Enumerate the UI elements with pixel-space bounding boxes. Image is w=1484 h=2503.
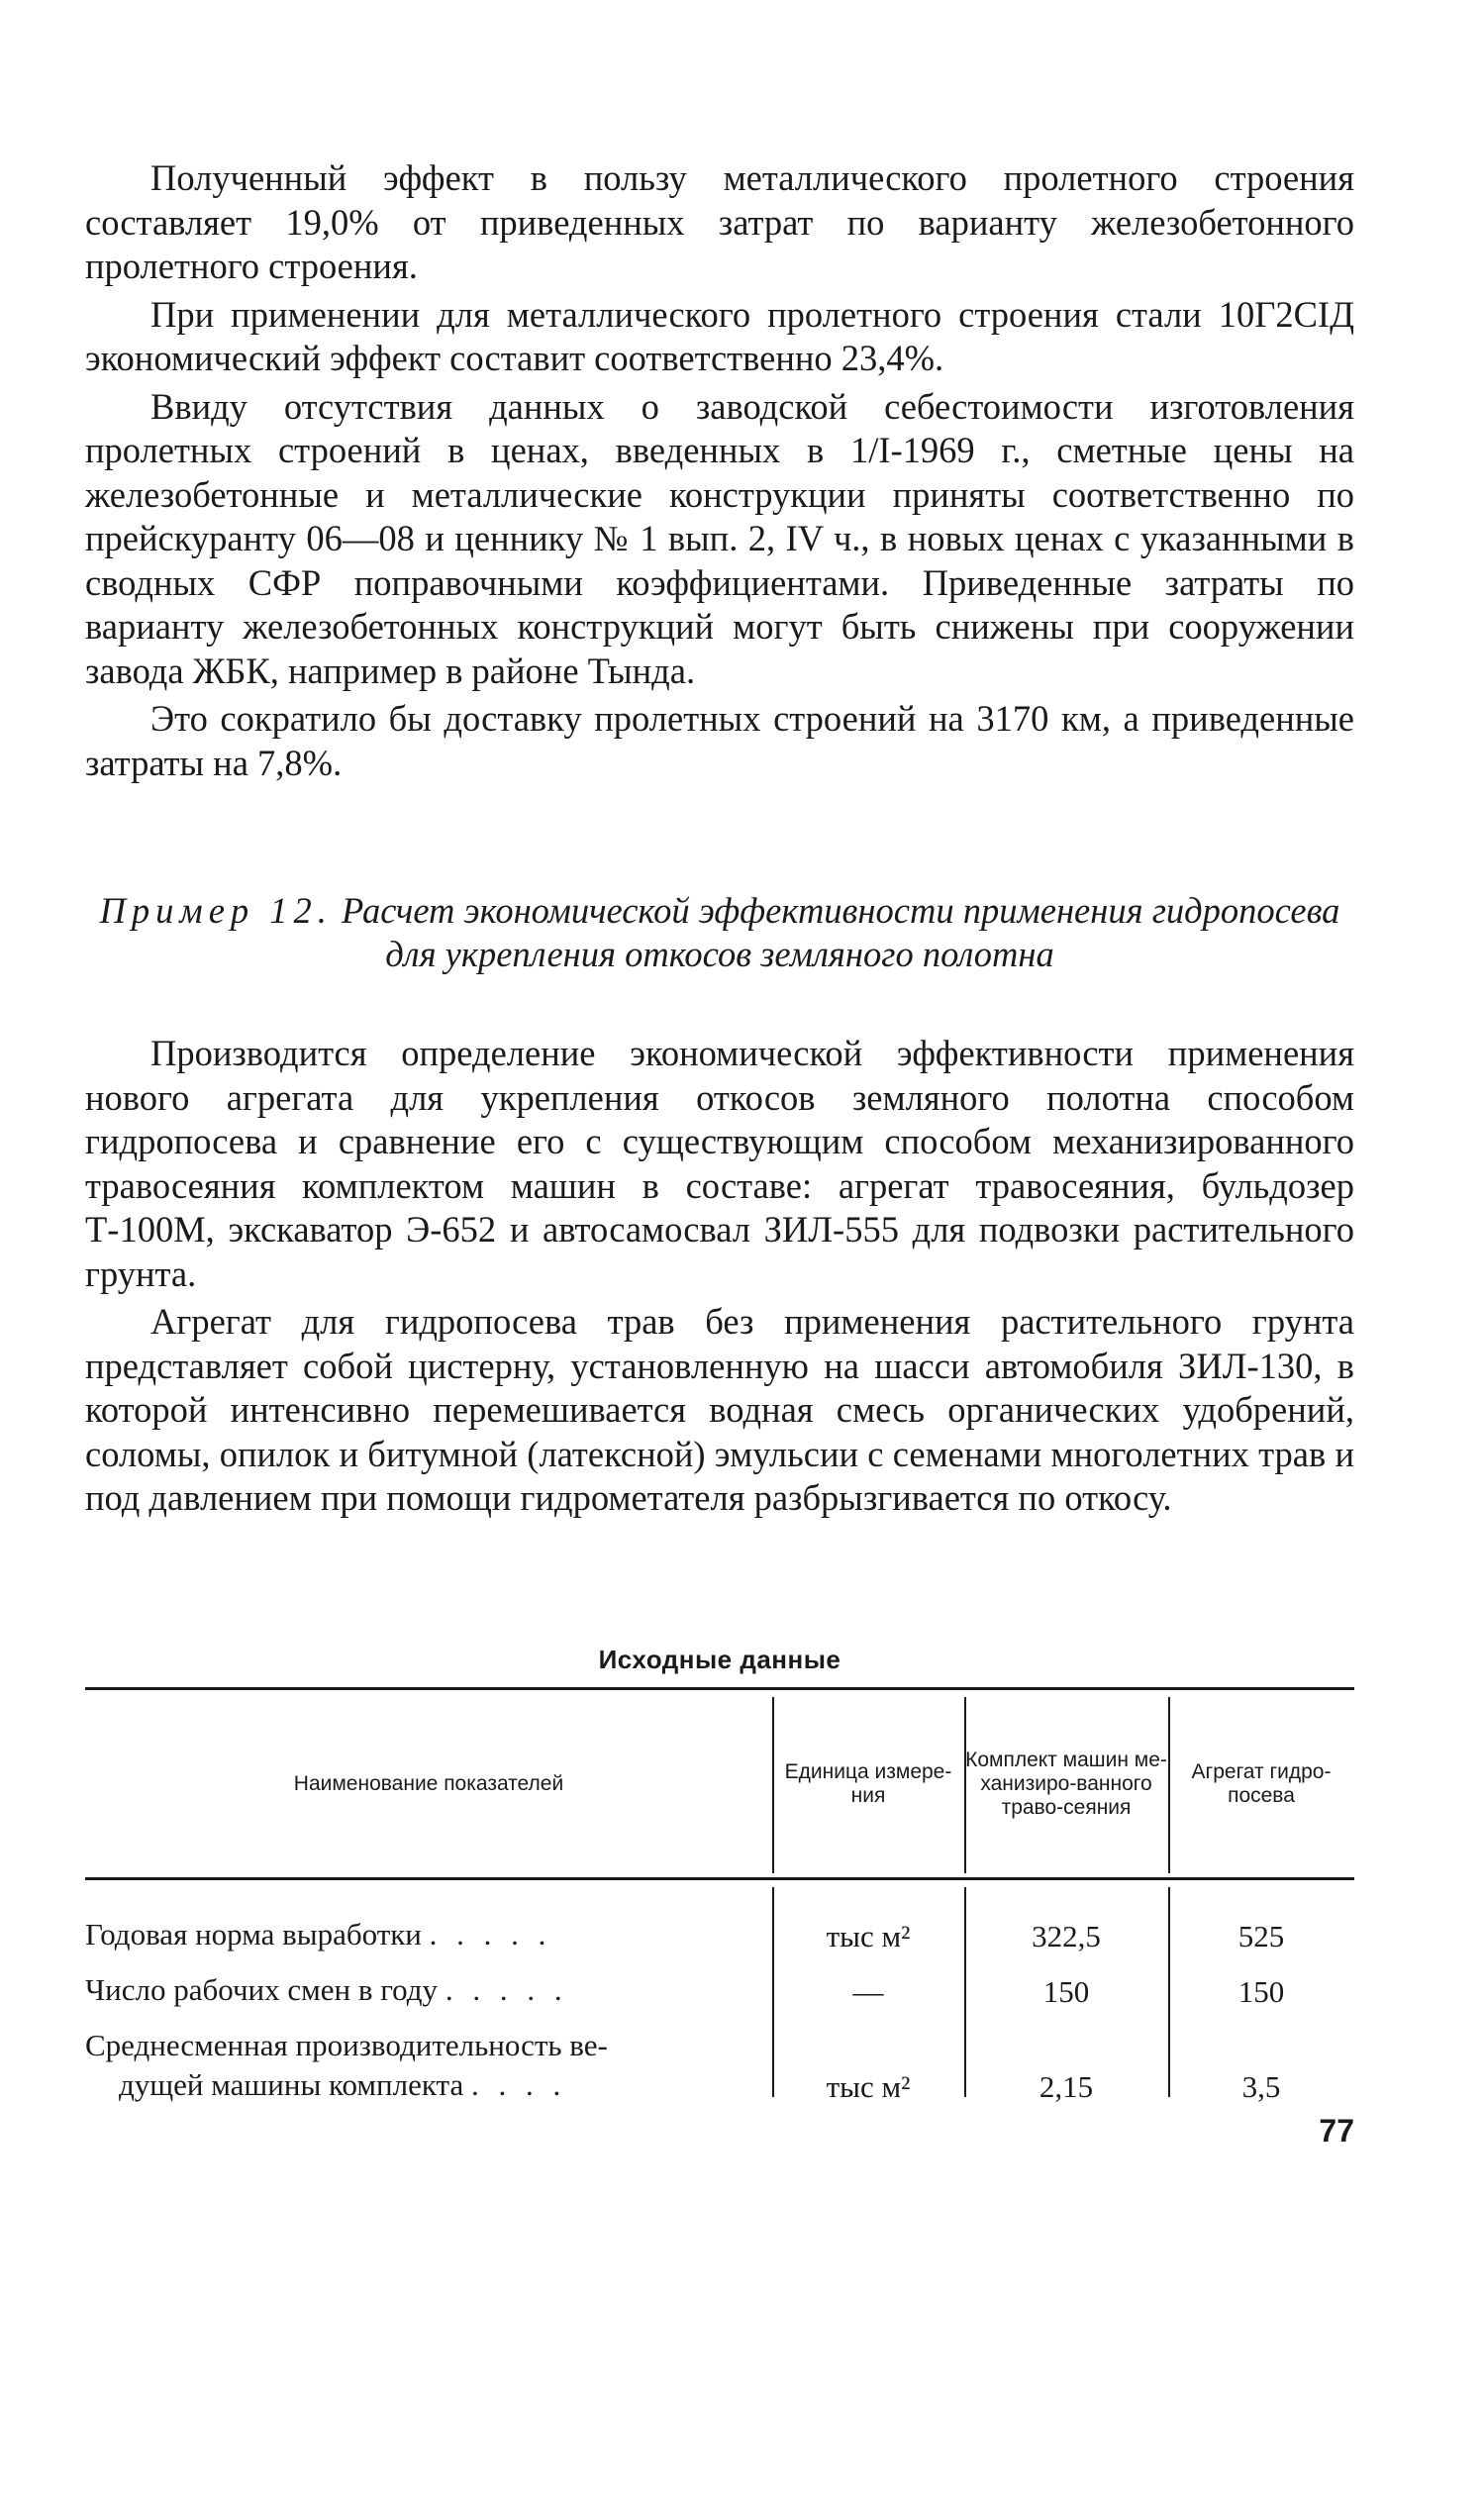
row-name: Годовая норма выработки . . . . . (85, 1917, 552, 1952)
paragraph: Полученный эффект в пользу металлического пролетного строения составляет 19,0% от приведенных затрат по варианту железобетонного пролетного строения. (85, 157, 1354, 286)
row-unit: — (852, 1974, 884, 2009)
table-row (85, 2020, 1354, 2105)
header-hydroseeding-unit: Агрегат гидро-посева (1191, 1759, 1332, 1807)
row-mech-value: 322,5 (1032, 1919, 1101, 1953)
row-hydro-value: 525 (1237, 1919, 1285, 1953)
paragraph: Ввиду отсутствия данных о заводской себестоимости изготовления пролетных строений в ценах, введенных в 1/І-1969 г., сметные цены на железобетонные и металлические конструкции приняты соответственно по прейскуранту 06—08 и ценнику № 1 вып. 2, IV ч., в новых ценах с указанными в сводных СФР поправочными коэффициентами. Приведенные затраты по варианту железобетонных конструкций могут быть снижены при сооружении завода ЖБК, например в районе Тында. (85, 385, 1354, 691)
paragraph: При применении для металлического пролетного строения стали 10Г2СІД экономический эффект составит соответственно 23,4%. (85, 293, 1354, 378)
row-unit: тыс м² (826, 1919, 911, 1953)
table-header-rule (85, 1877, 1354, 1880)
paragraph: Это сократило бы доставку пролетных строений на 3170 км, а приведенные затраты на 7,8%. (85, 698, 1354, 783)
table-row (85, 1911, 1354, 1954)
row-unit: тыс м² (826, 2069, 911, 2104)
header-indicator-name: Наименование показателей (293, 1771, 564, 1795)
body-text-bottom (85, 1032, 1354, 1525)
table-caption: Исходные данные (598, 1645, 841, 1674)
row-hydro-value: 3,5 (1241, 2069, 1281, 2104)
header-unit: Единица измере-ния (784, 1759, 952, 1807)
paragraph: Производится определение экономической эффективности применения нового агрегата для укрепления откосов земляного полотна способом гидропосева и сравнение его с существующим способом механизированного травосеяния комплектом машин в составе: агрегат травосеяния, бульдозер Т-100М, экскаватор Э-652 и автосамосвал ЗИЛ-555 для подвозки растительного грунта. (85, 1033, 1354, 1294)
row-mech-value: 2,15 (1039, 2069, 1094, 2104)
header-mechanized-set: Комплект машин ме-ханизиро-ванного траво-сеяния (965, 1748, 1167, 1819)
table-row (85, 1966, 1354, 2010)
row-mech-value: 150 (1042, 1974, 1090, 2009)
paragraph: Агрегат для гидропосева трав без применения растительного грунта представляет собой цистерну, установленную на шасси автомобиля ЗИЛ-130, в которой интенсивно перемешивается водная смесь органических удобрений, соломы, опилок и битумной (латексной) эмульсии с семенами многолетних трав и под давлением при помощи гидрометателя разбрызгивается по откосу. (85, 1301, 1354, 1518)
example-label: Пример 12. (99, 890, 333, 931)
row-name: Число рабочих смен в году . . . . . (85, 1972, 568, 2007)
row-hydro-value: 150 (1237, 1974, 1285, 2009)
body-text-top (85, 156, 1354, 789)
example-heading (85, 889, 1354, 976)
example-title: Расчет экономической эффективности применения гидропосева для укрепления откосов земляного полотна (342, 890, 1340, 974)
page-number: 77 (1319, 2113, 1354, 2149)
row-name: Среднесменная производительность ве- дущей машины комплекта . . . . (85, 2028, 608, 2102)
